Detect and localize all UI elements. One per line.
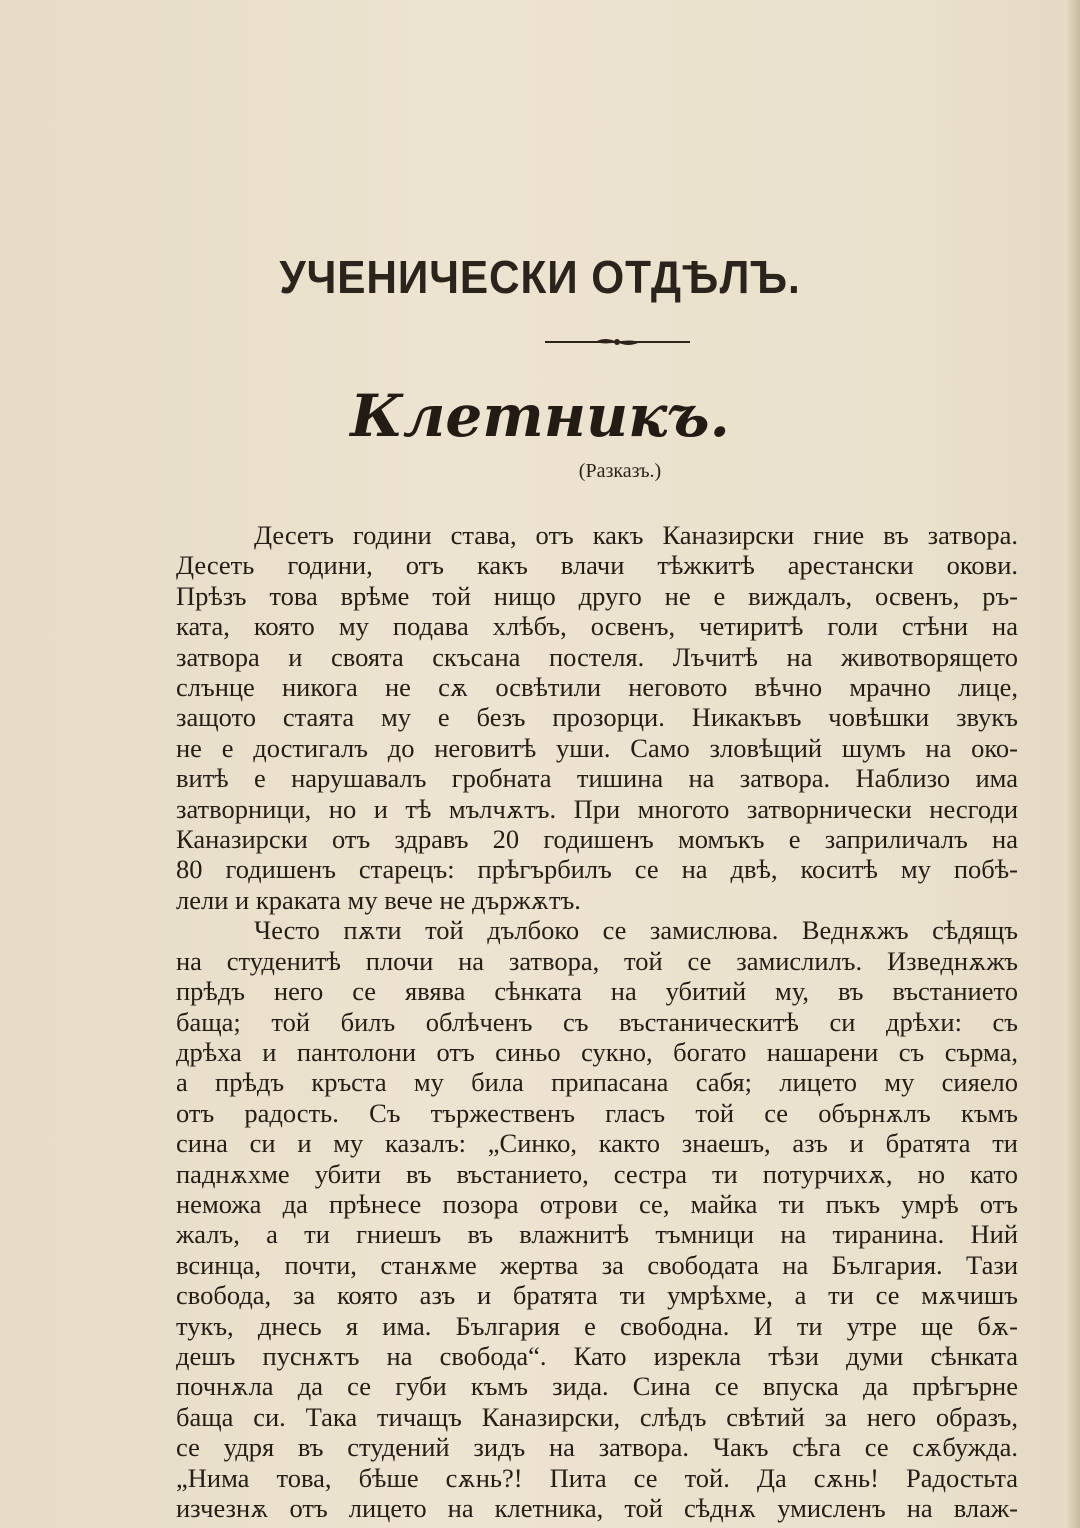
text-line: Каназирски отъ здравъ 20 годишенъ момъкъ е заприличалъ на: [176, 824, 1018, 855]
text-line: неможа да прѣнесе позора отрови се, майка ти пъкъ умрѣ отъ: [176, 1188, 1018, 1219]
text-line: баща; той билъ облѣченъ съ въстаническитѣ си дрѣхи: съ: [176, 1006, 1018, 1037]
text-line: изчезнѫ отъ лицето на клетника, той сѣднѫ умисленъ на влаж-: [176, 1493, 1018, 1523]
story-title: Клетникъ.: [350, 382, 730, 450]
text-line: не е достигалъ до неговитѣ уши. Само зловѣщий шумъ на око-: [176, 732, 1018, 763]
text-line: ката, която му подава хлѣбъ, освенъ, четиритѣ голи стѣни на: [176, 611, 1018, 642]
text-line: затворници, но и тѣ мълчѫтъ. При многото затворнически несгоди: [176, 793, 1018, 824]
text-line: почнѫла да се губи къмъ зида. Сина се впуска да прѣгърне: [176, 1371, 1018, 1402]
text-line: свобода, за която азъ и братята ти умрѣхме, а ти се мѫчишъ: [176, 1280, 1018, 1311]
ornament-divider: [545, 330, 690, 354]
story-body: [176, 520, 1018, 1523]
story-subtitle: (Разказъ.): [578, 460, 662, 482]
section-title: УЧЕНИЧЕСКИ ОТДѢЛЪ.: [279, 251, 801, 303]
text-line: паднѫхме убити въ въстанието, сестра ти потурчихѫ, но като: [176, 1158, 1018, 1189]
text-line: слънце никога не сѫ освѣтили неговото вѣчно мрачно лице,: [176, 672, 1018, 703]
text-line: се удря въ студений зидъ на затвора. Чакъ сѣга се сѫбужда.: [176, 1432, 1018, 1463]
text-line: отъ радость. Съ тържественъ гласъ той се обърнѫлъ къмъ: [176, 1097, 1018, 1128]
text-line: 80 годишенъ старецъ: прѣгърбилъ се на двѣ, коситѣ му побѣ-: [176, 854, 1018, 885]
text-line: на студенитѣ плочи на затвора, той се замислилъ. Изведнѫжъ: [176, 945, 1018, 976]
text-line: защото стаята му е безъ прозорци. Никакъвъ човѣшки звукъ: [176, 702, 1018, 733]
text-line: прѣдъ него се явява сѣнката на убитий му, въ въстанието: [176, 976, 1018, 1007]
text-line: а прѣдъ кръста му била припасана сабя; лицето му сияело: [176, 1067, 1018, 1098]
text-line: витѣ е нарушавалъ гробната тишина на затвора. Наблизо има: [176, 763, 1018, 794]
text-line: всинца, почти, станѫме жертва за свободата на България. Тази: [176, 1249, 1018, 1280]
text-line: жалъ, а ти гниешъ въ влажнитѣ тъмници на тиранина. Ний: [176, 1219, 1018, 1250]
text-line: Десеть години, отъ какъ влачи тѣжкитѣ арестански окови.: [176, 550, 1018, 581]
text-line: дешъ пуснѫтъ на свобода“. Като изрекла тѣзи думи сѣнката: [176, 1340, 1018, 1371]
text-line: тукъ, днесь я има. България е свободна. И ти утре ще бѫ-: [176, 1310, 1018, 1341]
text-line: дрѣха и пантолони отъ синьо сукно, богато нашарени съ сърма,: [176, 1036, 1018, 1067]
text-line: Прѣзъ това врѣме той нищо друго не е виждалъ, освенъ, ръ-: [176, 580, 1018, 611]
text-line: сина си и му казалъ: „Синко, както знаешъ, азъ и братята ти: [176, 1128, 1018, 1159]
text-line: лели и краката му вече не държѫтъ.: [176, 884, 581, 915]
text-line: Десетъ години става, отъ какъ Каназирски гние въ затвора.: [254, 520, 1018, 550]
text-line: Често пѫти той дълбоко се замислюва. Веднѫжъ сѣдящъ: [254, 915, 1018, 946]
page-edge-shadow: [1066, 0, 1080, 1528]
text-line: „Нима това, бѣше сѫнь?! Пита се той. Да сѫнь! Радостьта: [176, 1462, 1018, 1493]
text-line: затвора и своята скъсана постеля. Лъчитѣ на животворящето: [176, 641, 1018, 672]
text-line: баща си. Така тичащъ Каназирски, слѣдъ свѣтий за него образъ,: [176, 1401, 1018, 1432]
